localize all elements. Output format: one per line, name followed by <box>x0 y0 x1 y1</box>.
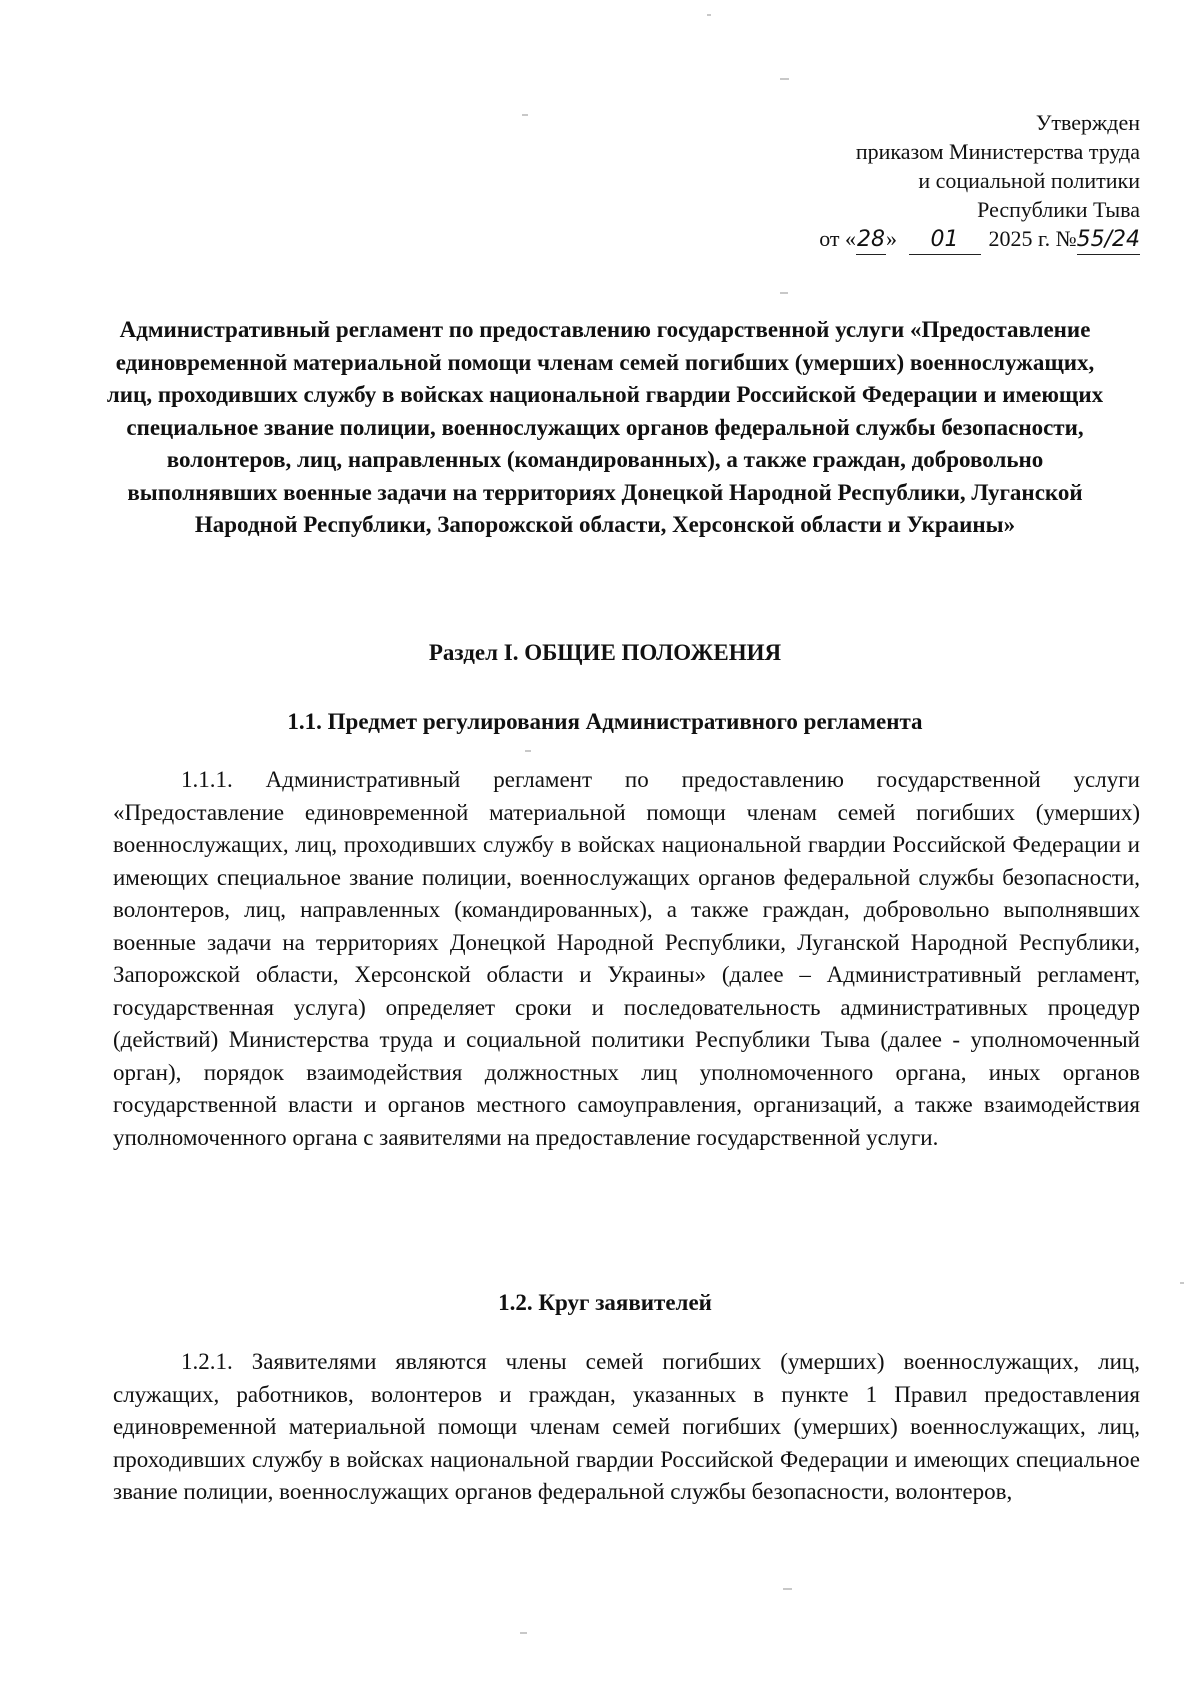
date-year: 2025 г. № <box>988 226 1077 251</box>
handwritten-day: 28 <box>856 225 886 255</box>
scan-speck <box>707 14 711 16</box>
scan-speck <box>522 114 528 116</box>
scan-speck <box>1180 1282 1184 1284</box>
date-prefix: от « <box>819 226 857 251</box>
scan-speck <box>780 292 788 294</box>
document-title: Административный регламент по предоставлению государственной услуги «Предоставление единовременной материальной помощи членам семей погибших (умерших) военнослужащих, лиц, проходивших службу в войсках национальной гвардии Российской Федерации и имеющих специальное звание полиции, военнослужащих органов федеральной службы безопасности, волонтеров, лиц, направленных (командированных), а также граждан, добровольно выполнявших военные задачи на территориях Донецкой Народной Республики, Луганской Народной Республики, Запорожской области, Херсонской области и Украины» <box>106 317 1104 537</box>
subsection-1-2-heading: 1.2. Круг заявителей <box>498 1290 712 1315</box>
date-mid: » <box>886 226 903 251</box>
subsection-1-1-heading: 1.1. Предмет регулирования Административного регламента <box>287 709 923 734</box>
paragraph-1-2-1: 1.2.1. Заявителями являются члены семей погибших (умерших) военнослужащих, лиц, служащих, работников, волонтеров и граждан, указанных в пункте 1 Правил предоставления единовременной материальной помощи членам семей погибших (умерших) военнослужащих, лиц, проходивших службу в войсках национальной гвардии Российской Федерации и имеющих специальное звание полиции, военнослужащих органов федеральной службы безопасности, волонтеров, <box>113 1349 1140 1504</box>
scan-speck <box>780 78 789 80</box>
approval-line-order: приказом Министерства труда <box>855 139 1140 164</box>
approval-line-ministry: и социальной политики <box>918 168 1140 193</box>
handwritten-order-number: 55/24 <box>1077 225 1140 255</box>
approval-date-line <box>720 224 1140 255</box>
scan-speck <box>783 1588 792 1590</box>
handwritten-month: 01 <box>909 225 981 255</box>
approval-stamp-block <box>720 108 1140 255</box>
paragraph-1-1-1: 1.1.1. Административный регламент по предоставлению государственной услуги «Предоставление единовременной материальной помощи членам семей погибших (умерших) военнослужащих, лиц, проходивших службу в войсках национальной гвардии Российской Федерации и имеющих специальное звание полиции, военнослужащих органов федеральной службы безопасности, волонтеров, лиц, направленных (командированных), а также граждан, добровольно выполнявших военные задачи на территориях Донецкой Народной Республики, Луганской Народной Республики, Запорожской области, Херсонской области и Украины» (далее – Административный регламент, государственная услуга) определяет сроки и последовательность административных процедур (действий) Министерства труда и социальной политики Республики Тыва (далее - уполномоченный орган), порядок взаимодействия должностных лиц уполномоченного органа, иных органов государственной власти и органов местного самоуправления, организаций, а также взаимодействия уполномоченного органа с заявителями на предоставление государственной услуги. <box>113 767 1140 1150</box>
section-heading: Раздел I. ОБЩИЕ ПОЛОЖЕНИЯ <box>428 640 782 665</box>
scan-speck <box>525 750 531 752</box>
approval-line-republic: Республики Тыва <box>977 197 1140 222</box>
scan-speck <box>520 1632 527 1634</box>
approval-line-approved: Утвержден <box>1035 110 1140 135</box>
